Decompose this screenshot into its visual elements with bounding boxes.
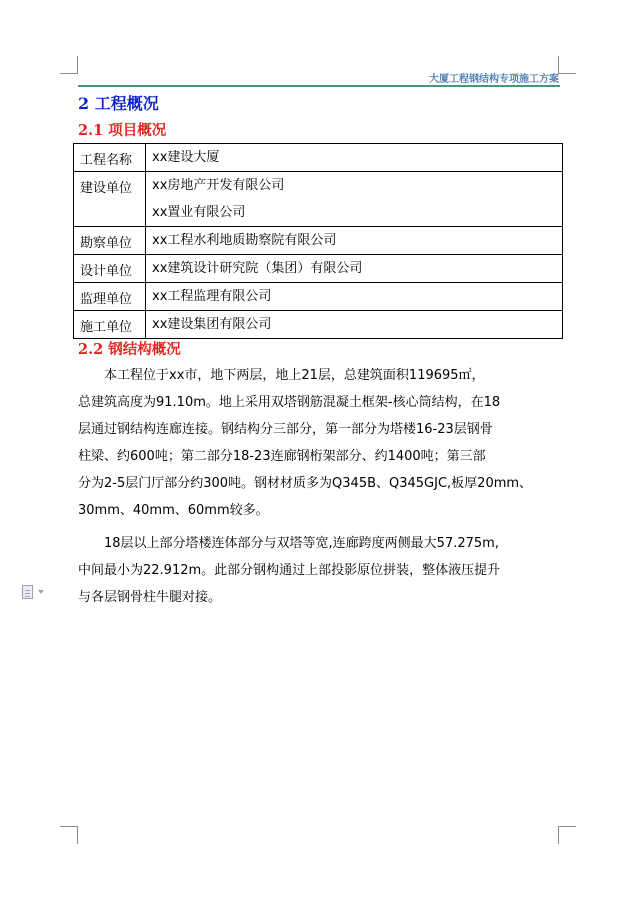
text-line: 分为2-5层门厅部分约300吨。钢材材质多为Q345B、Q345GJC,板厚20mm、 — [78, 476, 533, 491]
subsection-heading-project-overview[interactable]: 2.1 项目概况 — [78, 122, 167, 139]
running-header: 大厦工程钢结构专项施工方案 — [429, 74, 559, 85]
table-label-cell[interactable]: 工程名称 — [74, 144, 146, 172]
table-value-line: xx建设集团有限公司 — [152, 317, 272, 332]
crop-mark-top-left — [60, 56, 78, 74]
text-line: 与各层钢骨柱牛腿对接。 — [78, 590, 222, 605]
table-row — [74, 227, 563, 255]
table-value-line: xx工程水利地质勘察院有限公司 — [152, 233, 337, 248]
table-value-cell[interactable] — [146, 255, 563, 283]
text-line: 中间最小为22.912m。此部分钢构通过上部投影原位拼装，整体液压提升 — [78, 563, 501, 578]
table-row — [74, 283, 563, 311]
table-label-cell[interactable]: 勘察单位 — [74, 227, 146, 255]
text-line: 30mm、40mm、60mm较多。 — [78, 503, 269, 518]
chevron-down-icon — [38, 590, 44, 594]
table-value-cell[interactable] — [146, 144, 563, 172]
crop-mark-bottom-right — [558, 826, 576, 844]
table-value-line: xx建设大厦 — [152, 150, 220, 165]
table-value-cell[interactable] — [146, 283, 563, 311]
text-line: 柱梁、约600吨；第二部分18-23连廊钢桁架部分、约1400吨；第三部 — [78, 449, 486, 464]
table-row — [74, 311, 563, 339]
text-line: 18层以上部分塔楼连体部分与双塔等宽,连廊跨度两侧最大57.275m, — [78, 536, 499, 551]
table-value-line: xx工程监理有限公司 — [152, 289, 272, 304]
text-line: 总建筑高度为91.10m。地上采用双塔钢筋混凝土框架-核心筒结构，在18 — [78, 395, 501, 410]
text-line: 层通过钢结构连廊连接。钢结构分三部分，第一部分为塔楼16-23层钢骨 — [78, 422, 493, 437]
paragraph-steel-overview[interactable] — [78, 362, 562, 524]
table-label-cell[interactable]: 建设单位 — [74, 172, 146, 227]
project-info-table — [73, 143, 563, 339]
table-row — [74, 172, 563, 227]
table-value-cell[interactable] — [146, 311, 563, 339]
header-rule — [78, 85, 560, 87]
table-value-line: xx建筑设计研究院（集团）有限公司 — [152, 261, 363, 276]
document-icon[interactable] — [22, 585, 48, 601]
crop-mark-top-right — [558, 56, 576, 74]
table-value-cell[interactable] — [146, 227, 563, 255]
table-row — [74, 255, 563, 283]
table-value-line: xx房地产开发有限公司 — [152, 178, 285, 193]
table-label-cell[interactable]: 监理单位 — [74, 283, 146, 311]
subsection-heading-steel-structure[interactable]: 2.2 钢结构概况 — [78, 341, 181, 358]
crop-mark-bottom-left — [60, 826, 78, 844]
table-row — [74, 144, 563, 172]
table-label-cell[interactable]: 施工单位 — [74, 311, 146, 339]
table-value-line: xx置业有限公司 — [152, 205, 246, 220]
paragraph-connection[interactable] — [78, 530, 562, 611]
section-heading[interactable]: 2 工程概况 — [78, 94, 159, 113]
table-label-cell[interactable]: 设计单位 — [74, 255, 146, 283]
text-line: 本工程位于xx市，地下两层，地上21层，总建筑面积119695㎡， — [78, 368, 485, 383]
document-glyph-icon — [22, 585, 33, 599]
table-value-cell[interactable] — [146, 172, 563, 227]
